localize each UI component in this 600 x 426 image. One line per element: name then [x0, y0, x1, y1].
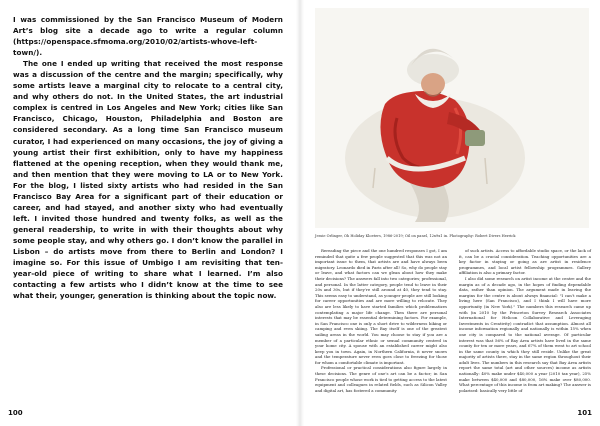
image-caption: Jessie Orlinger, Oh Holiday Kloeters, 1986-2019; Oil on panel, 12x9x1 in. Photography: Robert Divers Herrick: [315, 234, 516, 238]
left-page: [0, 0, 298, 426]
artwork-image: [315, 8, 589, 228]
body-columns: [315, 248, 591, 405]
col1-paragraph-2: Professional or practical considerations also figure largely in these decisions. The genre of one’s art can be a factor; in San Francisco people whose work is tied to getting access to the latest equipment and colleagues in related fields, such as Silicon Valley and digital art, has fostered a community: [315, 365, 447, 393]
column-1: [315, 248, 447, 393]
painting-figure: [315, 8, 589, 228]
col1-paragraph-1: Rereading the piece and the one hundred responses I got, I am reminded that quite a few people suggested that this was not an important issue to them, that artists are and have always been migratory. Leonardo died in Paris after all! So, why do people stay or leave, and what factors can we glean about how they make their decisions? The answers fall into two categories; professional, and personal. In the latter category, people tend to leave in their 20s and 30s, but if they’re still around at 40, they tend to stay. This seems easy to understand, as younger people are still looking for career opportunities and are more willing to relocate. They also are less likely to have started families which problematizes contemplating a major life change. Then there are personal interests that may be essential determining factors. For example, in San Francisco one is only a short drive to wilderness hiking or camping and even skiing. The Bay itself is one of the greatest sailing areas in the world. You may choose to stay if you are a member of a particular ethnic or sexual community centred in your home city. A spouse with an established career might also keep you in town. Again, in Northern California, it never snows and the temperature never even goes close to freezing for those for whom a comfortable climate is important.: [315, 248, 447, 365]
essay-paragraph-2: The one I ended up writing that received the most response was a discussion of the centre and the margin; specifically, why some artists leave a marginal city to relocate to a central city, and why others do not. In the United States, the art industrial complex is centred in Los Angeles and New York; cities like San Francisco, Chicago, Houston, Philadelphia and Boston are considered secondary. As a long time San Francisco museum curator, I had experienced on many occasions, the joy of giving a young artist their first exhibition, only to have my happiness flattened at the opening reception, when they would thank me, and then mention that they were moving to LA or to New York. For the blog, I listed sixty artists who had resided in the San Francisco Bay Area for a significant part of their education or career, and had stayed, and another sixty who had eventually left. I invited those hundred and twenty folks, as well as the general readership, to write in with their thoughts about why some people stay, and why others go. I don’t know the parallel in Lisbon – do artists move from there to Berlin and London? I imagine so. For this issue of Umbigo I am revisiting that ten-year-old piece of writing to share what I learned. I’m also contacting a few artists who I didn’t know at the time to see what their, younger, generation is thinking about the topic now.: [13, 59, 283, 301]
right-page: [302, 0, 600, 426]
page-number-left: 100: [8, 409, 23, 417]
essay-paragraph-1: I was commissioned by the San Francisco Museum of Modern Art’s blog site a decade ago to write a regular column (https://openspace.sfmoma.org/2010/02/artists-whove-left-town/).: [13, 15, 283, 58]
essay-text: [13, 14, 283, 301]
col2-paragraph-2: I also did some research on artist income at the centre and the margin as of a decade ago, in the hopes of finding dependable data, rather than opinion. The argument made in leaving the margins for the centre is about always financial: "I can’t make a living here (San Francisco), and I think I will have more opportunity (in New York)." The numbers this research came up with (in 2010 by the Princeton Survey Research Associates International for Helicon Collaborative and Leveraging Investments in Creativity) contradict that assumption. Almost all income information regionally and nationally is within 15% when one city is compared to the national average. Of particular interest was that 56% of Bay Area artists have lived in the same county for ten or more years, and 67% of them went to art school in the same county in which they still reside. Unlike the great majority of artists there, stay in the same region throughout their adult lives. The numbers in this research say that Bay Area artists report the same total (art and other sources) income as artists nationally: 40% make under $40,000 a year (2010 tax year), 25% make between $40,000 and $80,000, 16% make over $80,000. What percentage of this income is from art making? The answer is polarised: basically very little of: [459, 275, 591, 393]
column-2: [459, 248, 591, 393]
page-number-right: 101: [577, 409, 592, 417]
col2-paragraph-1: of such artists. Access to affordable studio space, or the lack of it, can be a crucial consideration. Teaching opportunities are a key factor in staying or going as are artist in residence programmes, and local artist fellowship programmes. Gallery affiliation is also a primary factor.: [459, 248, 591, 276]
